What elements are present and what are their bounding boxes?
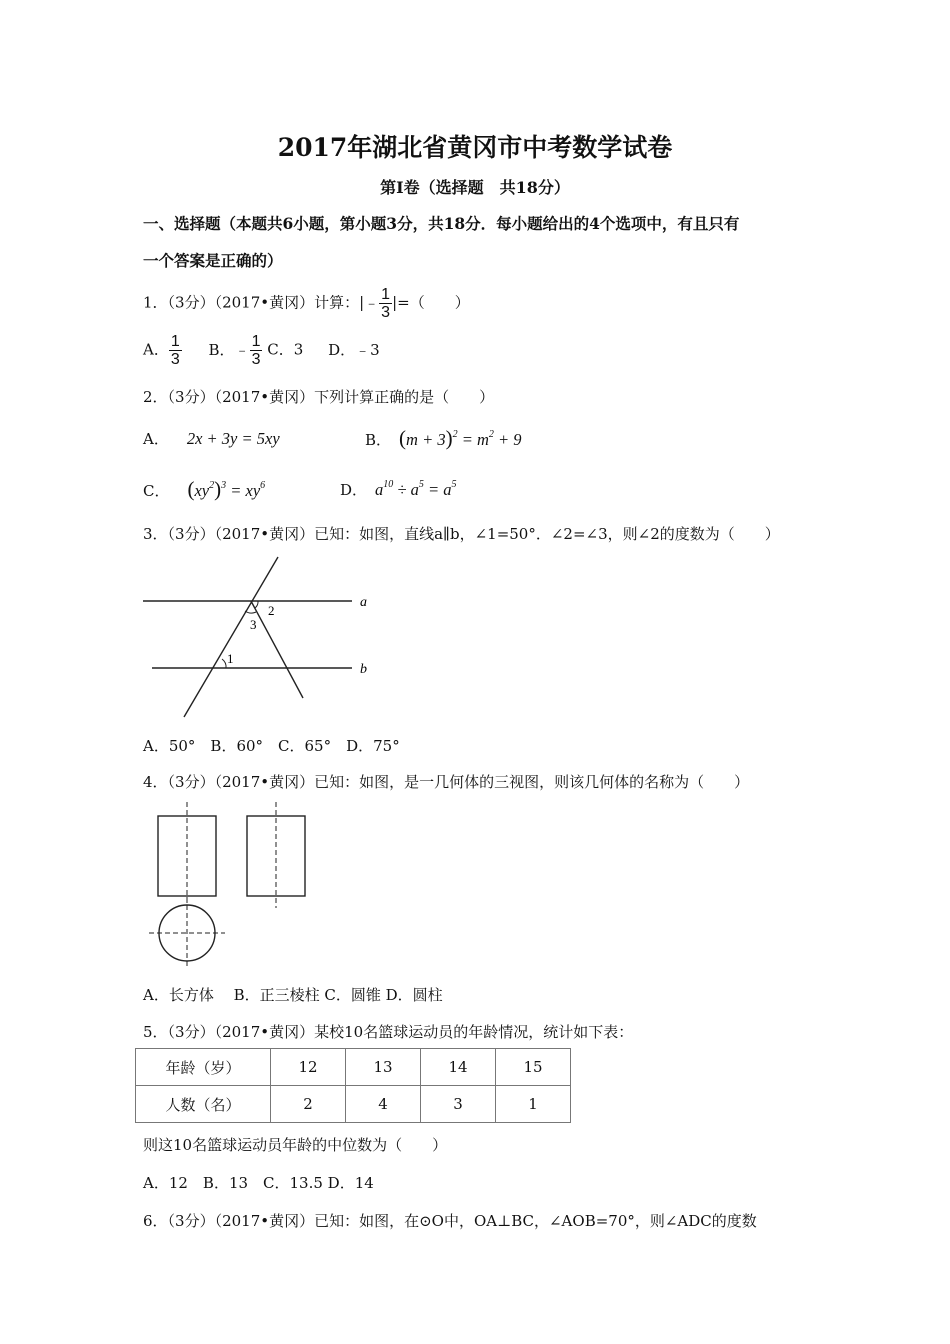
option-b-fraction: $\frac{1}{3}$: [251, 333, 261, 368]
table-cell: 15: [496, 1049, 571, 1086]
table-cell: 2: [271, 1086, 346, 1123]
parallel-lines-figure: [140, 555, 380, 725]
question-5-question: 则这10名篮球运动员年龄的中位数为（ ）: [143, 1136, 448, 1154]
question-3-stem: 3．（3分）（2017•黄冈）已知：如图，直线a∥b，∠1=50°．∠2=∠3，则∠2的度数为（ ）: [143, 525, 780, 543]
age-table: [135, 1048, 571, 1123]
question-5-options: A．12 B．13 C．13.5 D．14: [143, 1174, 374, 1192]
angle-1-arc: [222, 659, 226, 668]
table-row: [136, 1049, 571, 1086]
question-6-stem: 6．（3分）（2017•黄冈）已知：如图，在⊙O中，OA⊥BC，∠AOB=70°，则∠ADC的度数: [143, 1212, 757, 1230]
table-header-age: 年龄（岁）: [136, 1049, 271, 1086]
question-2-option-b: B． $(m + 3)^2 = m^2 + 9$: [365, 426, 522, 450]
transversal-2: [251, 601, 303, 698]
label-angle-1: 1: [227, 651, 234, 666]
three-views-figure: [145, 800, 315, 970]
option-a-fraction: $\frac{1}{3}$: [170, 333, 180, 368]
section-instructions-line2: 一个答案是正确的）: [143, 251, 283, 270]
label-b: b: [360, 662, 367, 677]
question-2-option-d: D． $a^{10} \div a^5 = a^5$: [340, 479, 457, 499]
question-5-stem: 5．（3分）（2017•黄冈）某校10名篮球运动员的年龄情况，统计如下表：: [143, 1023, 634, 1041]
question-1-options: A． $\frac{1}{3}$ B．﹣ $\frac{1}{3}$ C．3 D．﹣3: [143, 333, 380, 368]
label-a: a: [360, 595, 367, 610]
table-cell: 3: [421, 1086, 496, 1123]
question-2-option-c: C． $(xy^2)^3 = xy^6$: [143, 477, 266, 501]
page-title: 2017年湖北省黄冈市中考数学试卷: [277, 133, 673, 162]
transversal-1: [184, 557, 278, 717]
question-1-text: 1．（3分）（2017•黄冈）计算：|﹣: [143, 293, 380, 312]
table-cell: 12: [271, 1049, 346, 1086]
question-1-fraction: $\frac{1}{3}$: [381, 286, 391, 321]
section-subtitle: 第I卷（选择题 共18分）: [380, 178, 570, 197]
table-cell: 14: [421, 1049, 496, 1086]
question-4-stem: 4．（3分）（2017•黄冈）已知：如图，是一几何体的三视图，则该几何体的名称为（ ）: [143, 773, 750, 791]
table-row: [136, 1086, 571, 1123]
label-angle-3: 3: [250, 617, 257, 632]
question-3-options: A．50° B．60° C．65° D．75°: [143, 737, 400, 755]
label-angle-2: 2: [268, 603, 275, 618]
table-cell: 1: [496, 1086, 571, 1123]
table-cell: 13: [346, 1049, 421, 1086]
section-instructions-line1: 一、选择题（本题共6小题，第小题3分，共18分．每小题给出的4个选项中，有且只有: [143, 214, 740, 233]
angle-2-arc: [255, 601, 258, 608]
table-cell: 4: [346, 1086, 421, 1123]
question-2-stem: 2．（3分）（2017•黄冈）下列计算正确的是（ ）: [143, 388, 495, 406]
question-1-stem: 1．（3分）（2017•黄冈）计算：|﹣ $\frac{1}{3}$ |=（ ）: [143, 286, 470, 321]
question-4-options: A．长方体 B．正三棱柱 C．圆锥 D．圆柱: [143, 986, 443, 1004]
table-header-count: 人数（名）: [136, 1086, 271, 1123]
question-2-option-a: A． 2x + 3y = 5xy: [143, 429, 280, 448]
